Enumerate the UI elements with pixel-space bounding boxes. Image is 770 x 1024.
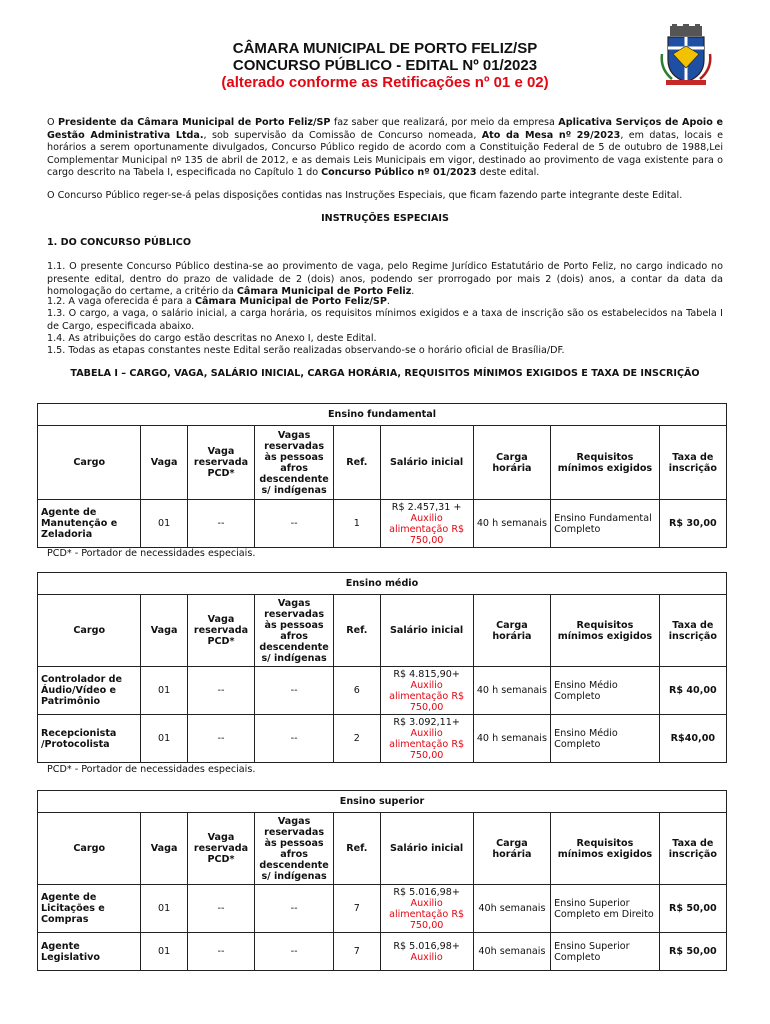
table-ensino-medio [37,572,727,763]
col-header-cargo: Cargo [38,426,141,500]
cell-afro: -- [255,885,334,933]
section-item-1-2 [47,296,723,309]
col-header-taxa: Taxa de inscrição [659,595,726,667]
col-header-pcd: Vaga reservada PCD* [187,813,254,885]
table-row [38,933,727,971]
cell-requisitos: Ensino Superior Completo em Direito [551,885,660,933]
cell-cargo: Agente de Manutenção e Zeladoria [38,500,141,548]
intro-text: O [47,117,58,128]
cell-cargo: Agente de Licitações e Compras [38,885,141,933]
col-header-pcd: Vaga reservada PCD* [187,595,254,667]
cell-salario [380,885,473,933]
col-header-cargo: Cargo [38,595,141,667]
intro-contest: Concurso Público nº 01/2023 [321,167,477,178]
intro-text: faz saber que realizará, por meio da empresa [330,117,559,128]
col-header-vaga: Vaga [141,595,188,667]
salary-base: R$ 5.016,98+ [393,886,460,898]
cell-pcd: -- [187,667,254,715]
cell-cargo: Agente Legislativo [38,933,141,971]
cell-ref: 2 [334,715,381,763]
col-header-ref: Ref. [334,813,381,885]
salary-base: R$ 4.815,90+ [393,668,460,680]
item-bold: Câmara Municipal de Porto Feliz/SP [195,296,387,307]
cell-salario [380,933,473,971]
cell-requisitos: Ensino Fundamental Completo [551,500,660,548]
cell-vaga: 01 [141,885,188,933]
col-header-carga: Carga horária [473,813,551,885]
intro-text: deste edital. [476,167,540,178]
intro-act: Ato da Mesa nº 29/2023 [481,129,621,141]
intro-paragraph-2: O Concurso Público reger-se-á pelas disposições contidas nas Instruções Especiais, que ficam fazendo parte integrante deste Edital. [47,190,683,201]
cell-vaga: 01 [141,715,188,763]
cell-requisitos: Ensino Médio Completo [551,667,660,715]
table-row [38,715,727,763]
pcd-note: PCD* - Portador de necessidades especiais. [47,548,256,559]
col-header-carga: Carga horária [473,426,551,500]
section-item-1-1 [47,261,723,299]
col-header-afro: Vagas reservadas às pessoas afros descendente s/ indígenas [255,595,334,667]
col-header-requisitos: Requisitos mínimos exigidos [551,426,660,500]
pcd-note: PCD* - Portador de necessidades especiais. [47,764,256,775]
salary-aux: Auxilio alimentação R$ 750,00 [389,679,465,713]
cell-ref: 6 [334,667,381,715]
cell-carga: 40h semanais [473,885,551,933]
col-header-requisitos: Requisitos mínimos exigidos [551,595,660,667]
col-header-ref: Ref. [334,595,381,667]
cell-requisitos: Ensino Médio Completo [551,715,660,763]
salary-aux: Auxilio alimentação R$ 750,00 [389,897,465,931]
salary-base: R$ 2.457,31 + [391,501,462,513]
col-header-cargo: Cargo [38,813,141,885]
cell-cargo: Recepcionista /Protocolista [38,715,141,763]
intro-paragraph [47,117,723,180]
cell-carga: 40 h semanais [473,500,551,548]
cell-requisitos: Ensino Superior Completo [551,933,660,971]
cell-taxa: R$ 50,00 [659,885,726,933]
col-header-pcd: Vaga reservada PCD* [187,426,254,500]
col-header-vaga: Vaga [141,426,188,500]
cell-pcd: -- [187,885,254,933]
salary-aux: Auxilio [410,951,443,963]
table-group-title: Ensino fundamental [38,404,727,426]
table-ensino-fundamental [37,403,727,548]
col-header-afro: Vagas reservadas às pessoas afros descendente s/ indígenas [255,426,334,500]
salary-base: R$ 3.092,11+ [393,716,460,728]
table-row [38,885,727,933]
cell-ref: 7 [334,885,381,933]
section-item-1-5: 1.5. Todas as etapas constantes neste Edital serão realizadas observando-se o horário oficial de Brasília/DF. [47,345,565,356]
cell-taxa: R$40,00 [659,715,726,763]
municipal-coat-of-arms-icon [660,24,712,86]
col-header-vaga: Vaga [141,813,188,885]
table-row [38,500,727,548]
cell-afro: -- [255,933,334,971]
item-bold: Câmara Municipal de Porto Feliz [236,286,412,297]
salary-aux: Auxilio alimentação R$ 750,00 [389,512,465,546]
cell-carga: 40h semanais [473,933,551,971]
cell-salario [380,667,473,715]
col-header-salario: Salário inicial [380,595,473,667]
item-text: 1.1. O presente Concurso Público destina-se ao provimento de vaga, pelo Regime Jurídico Estatutário de Porto Feliz, no cargo indicado no presente edital, dentro do prazo de validade de 2 (dois) anos, podendo ser prorrogado por mais 2 (dois) anos, a contar da data da homologação do certame, a critério da [47,261,723,297]
col-header-salario: Salário inicial [380,813,473,885]
col-header-ref: Ref. [334,426,381,500]
cell-afro: -- [255,500,334,548]
table-ensino-superior [37,790,727,971]
cell-vaga: 01 [141,933,188,971]
cell-ref: 1 [334,500,381,548]
table-title: TABELA I – CARGO, VAGA, SALÁRIO INICIAL, CARGA HORÁRIA, REQUISITOS MÍNIMOS EXIGIDOS E TAXA DE INSCRIÇÃO [70,368,700,379]
table-group-title: Ensino superior [38,791,727,813]
section-title: 1. DO CONCURSO PÚBLICO [47,237,191,248]
cell-pcd: -- [187,933,254,971]
cell-vaga: 01 [141,667,188,715]
intro-text: , em datas, locais e horários a serem oportunamente divulgados, Concurso Público regido de acordo com a Constituição Federal de 5 de outubro de 1988,Lei Complementar Municipal nº 135 de abril de 2012, e as demais Leis Municipais em vigor, destinado ao provimento de vaga existente para o cargo descrito na Tabela I, especificada no Capítulo 1 do [47,129,723,178]
intro-president: Presidente da Câmara Municipal de Porto Feliz/SP [57,117,331,128]
item-text: . [411,286,415,297]
cell-ref: 7 [334,933,381,971]
cell-salario [380,715,473,763]
cell-taxa: R$ 30,00 [659,500,726,548]
section-item-1-3: 1.3. O cargo, a vaga, o salário inicial, a carga horária, os requisitos mínimos exigidos e a taxa de inscrição são os estabelecidos na Tabela I de Cargo, especificada abaixo. [47,308,723,332]
section-item-1-4: 1.4. As atribuições do cargo estão descritas no Anexo I, deste Edital. [47,333,377,344]
salary-base: R$ 5.016,98+ [393,940,460,952]
cell-carga: 40 h semanais [473,715,551,763]
salary-aux: Auxilio alimentação R$ 750,00 [389,727,465,761]
cell-taxa: R$ 50,00 [659,933,726,971]
header-subtitle: CONCURSO PÚBLICO - EDITAL Nº 01/2023 [232,57,538,74]
cell-taxa: R$ 40,00 [659,667,726,715]
col-header-requisitos: Requisitos mínimos exigidos [551,813,660,885]
instructions-title: INSTRUÇÕES ESPECIAIS [321,213,449,224]
item-text: . [386,296,390,307]
cell-salario [380,500,473,548]
cell-vaga: 01 [141,500,188,548]
intro-text: , sob supervisão da Comissão de Concurso nomeada, [203,129,482,141]
cell-cargo: Controlador de Áudio/Vídeo e Patrimônio [38,667,141,715]
intro-company: Aplicativa Serviços de Apoio e Gestão Administrativa Ltda. [47,117,723,141]
item-text: 1.2. A vaga oferecida é para a [47,296,196,307]
table-row [38,667,727,715]
table-group-title: Ensino médio [38,573,727,595]
col-header-taxa: Taxa de inscrição [659,813,726,885]
col-header-carga: Carga horária [473,595,551,667]
cell-pcd: -- [187,715,254,763]
cell-carga: 40 h semanais [473,667,551,715]
document-header [0,40,770,91]
col-header-taxa: Taxa de inscrição [659,426,726,500]
header-title: CÂMARA MUNICIPAL DE PORTO FELIZ/SP [232,40,538,57]
col-header-afro: Vagas reservadas às pessoas afros descendente s/ indígenas [255,813,334,885]
cell-pcd: -- [187,500,254,548]
cell-afro: -- [255,715,334,763]
header-rectification-note: (alterado conforme as Retificações nº 01 e 02) [221,74,549,91]
col-header-salario: Salário inicial [380,426,473,500]
cell-afro: -- [255,667,334,715]
